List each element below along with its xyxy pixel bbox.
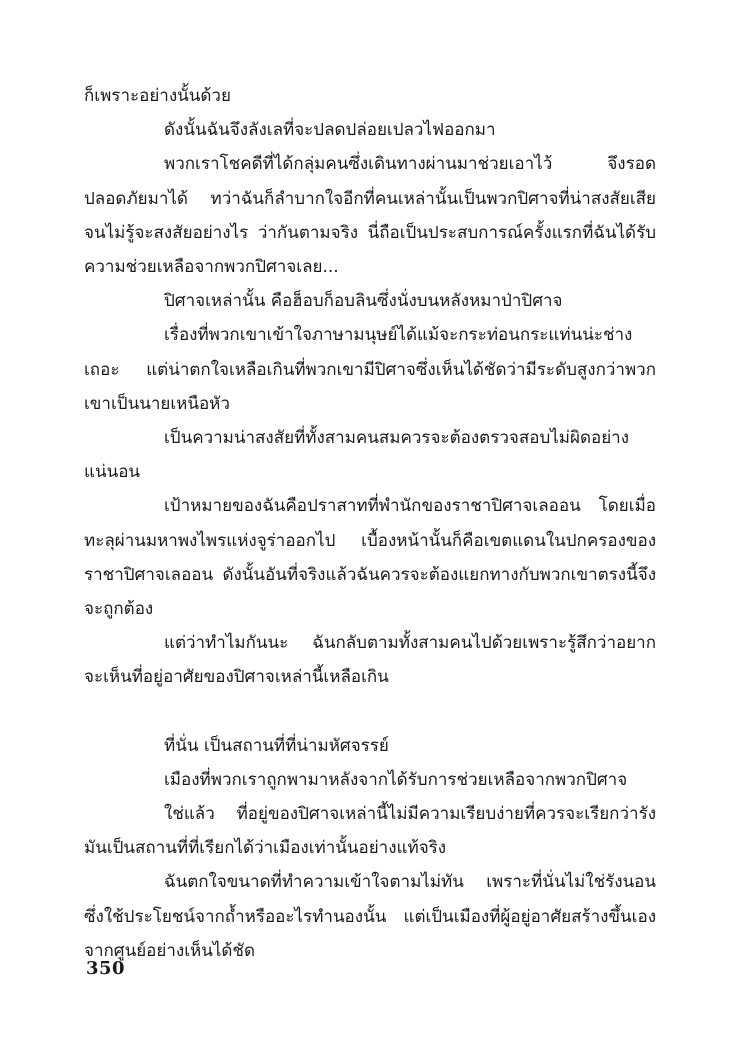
paragraph: ดังนั้นฉันจึงลังเลที่จะปลดปล่อยเปลวไฟออกมา [164, 120, 496, 141]
paragraph: แต่ว่าทำไมกันนะ ฉันกลับตามทั้งสามคนไปด้วยเพราะรู้สึกว่าอยากจะเห็นที่อยู่อาศัยของปิศาจเหล่านี้เหลือเกิน [84, 633, 656, 688]
paragraph: เมืองที่พวกเราถูกพามาหลังจากได้รับการช่วยเหลือจากพวกปิศาจ [164, 769, 628, 790]
paragraph: ก็เพราะอย่างนั้นด้วย [84, 86, 231, 106]
paragraph: เป้าหมายของฉันคือปราสาทที่พำนักของราชาปิศาจเลออน โดยเมื่อทะลุผ่านมหาพงไพรแห่งจูร่าออกไป เบื้องหน้านั้นก็คือเขตแดนในปกครองของราชาปิศาจเลออน ดังนั้นอันที่จริงแล้วฉันควรจะต้องแยกทางกับพวกเขาตรงนี้จึงจะถูกต้อง [84, 496, 656, 620]
paragraph: ปิศาจเหล่านั้น คือฮ็อบก็อบลินซึ่งนั่งบนหลังหมาป่าปิศาจ [164, 291, 563, 312]
paragraph: เรื่องที่พวกเขาเข้าใจภาษามนุษย์ได้แม้จะกระท่อนกระแท่นน่ะช่างเถอะ แต่น่าตกใจเหลือเกินที่พวกเขามีปิศาจซึ่งเห็นได้ชัดว่ามีระดับสูงกว่าพวกเขาเป็นนายเหนือหัว [84, 325, 656, 414]
paragraph: ที่นั่น เป็นสถานที่ที่น่ามหัศจรรย์ [164, 735, 389, 756]
paragraph: ฉันตกใจขนาดที่ทำความเข้าใจตามไม่ทัน เพราะที่นั่นไม่ใช่รังนอนซึ่งใช้ประโยชน์จากถ้ำหรืออะไรทำนองนั้น แต่เป็นเมืองที่ผู้อยู่อาศัยสร้างขึ้นเองจากศูนย์อย่างเห็นได้ชัด [84, 872, 656, 961]
page-number: 350 [86, 958, 126, 979]
paragraph: ใช่แล้ว ที่อยู่ของปิศาจเหล่านี้ไม่มีความเรียบง่ายที่ควรจะเรียกว่ารัง มันเป็นสถานที่ที่เรียกได้ว่าเมืองเท่านั้นอย่างแท้จริง [84, 804, 656, 859]
section-break [84, 695, 656, 729]
body-text [84, 79, 656, 968]
paragraph: พวกเราโชคดีที่ได้กลุ่มคนซึ่งเดินทางผ่านมาช่วยเอาไว้ จึงรอดปลอดภัยมาได้ ทว่าฉันก็ลำบากใจอีกที่คนเหล่านั้นเป็นพวกปิศาจที่น่าสงสัยเสียจนไม่รู้จะสงสัยอย่างไร ว่ากันตามจริง นี่ถือเป็นประสบการณ์ครั้งแรกที่ฉันได้รับความช่วยเหลือจากพวกปิศาจเลย... [84, 154, 656, 278]
paragraph: เป็นความน่าสงสัยที่ทั้งสามคนสมควรจะต้องตรวจสอบไม่ผิดอย่างแน่นอน [84, 428, 630, 483]
